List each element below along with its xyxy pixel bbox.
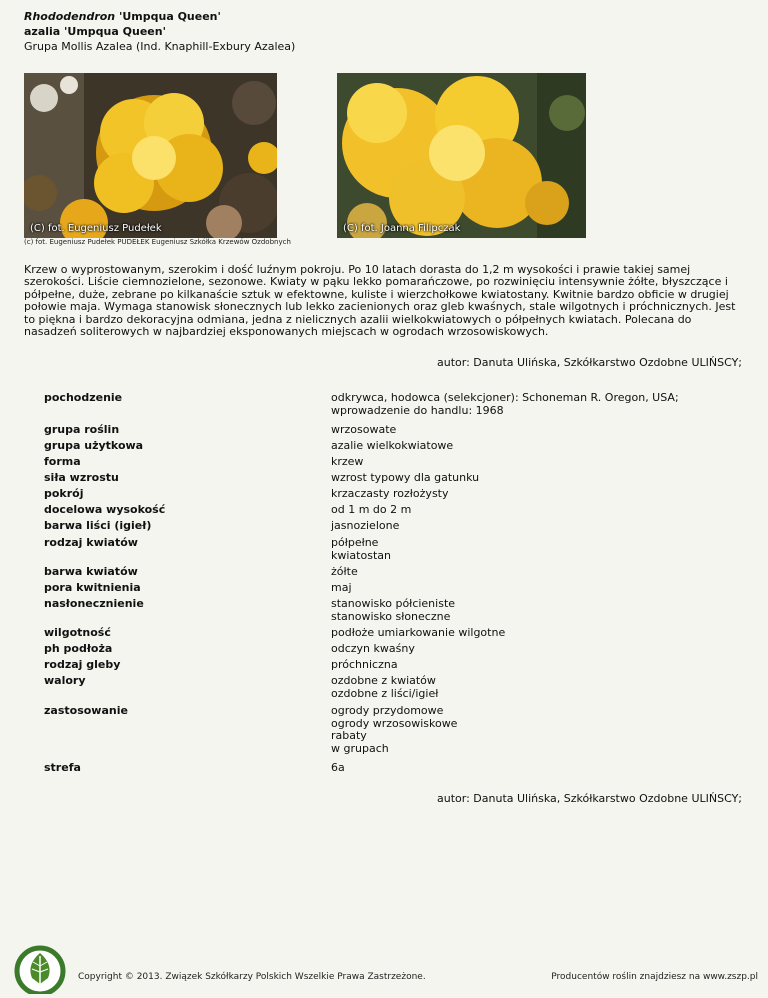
- property-value: [331, 582, 352, 595]
- property-label: strefa: [44, 761, 81, 774]
- copyright-text: Copyright © 2013. Związek Szkółkarzy Polskich Wszelkie Prawa Zastrzeżone.: [78, 972, 426, 982]
- property-value-line: stanowisko słoneczne: [331, 609, 451, 623]
- property-label: rodzaj gleby: [44, 658, 121, 671]
- polish-name: azalia 'Umpqua Queen': [24, 25, 166, 38]
- property-value: [331, 472, 479, 485]
- property-value-line: podłoże umiarkowanie wilgotne: [331, 626, 506, 639]
- property-value-line: wrzosowate: [331, 423, 397, 436]
- property-value: [331, 705, 457, 755]
- author-note-bottom: autor: Danuta Ulińska, Szkółkarstwo Ozdobne ULIŃSCY;: [437, 792, 742, 805]
- property-value-line: maj: [331, 581, 352, 594]
- property-value: [331, 488, 449, 501]
- plant-header: [24, 9, 295, 54]
- property-value: [331, 392, 679, 417]
- property-value-line: ozdobne z kwiatów: [331, 674, 436, 687]
- property-value-line: próchniczna: [331, 658, 398, 671]
- property-label: pora kwitnienia: [44, 581, 141, 594]
- photo-2-caption: (C) fot. Joanna Filipczak: [343, 223, 461, 234]
- property-label: barwa liści (igieł): [44, 519, 152, 532]
- photo-credit: (c) fot. Eugeniusz Pudełek PUDEŁEK Eugeniusz Szkółka Krzewów Ozdobnych: [24, 238, 291, 246]
- property-value-line: odczyn kwaśny: [331, 642, 415, 655]
- property-value-line: w grupach: [331, 741, 389, 755]
- property-label: ph podłoża: [44, 642, 113, 655]
- property-label: pokrój: [44, 487, 84, 500]
- property-value-line: wprowadzenie do handlu: 1968: [331, 403, 504, 417]
- property-value: [331, 598, 455, 623]
- property-value-line: kwiatostan: [331, 548, 391, 562]
- latin-genus: Rhododendron: [24, 10, 116, 23]
- property-label: pochodzenie: [44, 391, 123, 404]
- property-value-line: półpełne: [331, 536, 379, 549]
- property-value: [331, 504, 411, 517]
- property-value-line: ozdobne z liści/igieł: [331, 686, 439, 700]
- photo-1-caption: (C) fot. Eugeniusz Pudełek: [30, 223, 162, 234]
- property-value-line: ogrody przydomowe: [331, 704, 444, 717]
- property-label: grupa użytkowa: [44, 439, 144, 452]
- property-value-line: od 1 m do 2 m: [331, 503, 412, 516]
- property-value: [331, 643, 415, 656]
- zszp-logo[interactable]: [10, 940, 70, 994]
- property-label: zastosowanie: [44, 704, 128, 717]
- property-label: walory: [44, 674, 86, 687]
- producers-link[interactable]: Producentów roślin znajdziesz na www.zszp.pl: [551, 972, 758, 982]
- property-value-line: stanowisko półcieniste: [331, 597, 456, 610]
- property-label: rodzaj kwiatów: [44, 536, 138, 549]
- property-value: [331, 537, 391, 562]
- property-value: [331, 424, 396, 437]
- property-label: forma: [44, 455, 81, 468]
- property-value-line: azalie wielkokwiatowe: [331, 439, 454, 452]
- property-value-line: krzew: [331, 455, 364, 468]
- property-value-line: 6a: [331, 761, 345, 774]
- property-value: [331, 627, 505, 640]
- property-value-line: wzrost typowy dla gatunku: [331, 471, 480, 484]
- property-value-line: ogrody wrzosowiskowe: [331, 716, 458, 730]
- property-value: [331, 440, 453, 453]
- plant-group: Grupa Mollis Azalea (Ind. Knaphill-Exbury Azalea): [24, 40, 296, 53]
- property-label: barwa kwiatów: [44, 565, 138, 578]
- photo-azalea-2[interactable]: [337, 73, 586, 238]
- property-value-line: odkrywca, hodowca (selekcjoner): Schoneman R. Oregon, USA;: [331, 391, 679, 404]
- property-label: nasłonecznienie: [44, 597, 144, 610]
- property-value-line: żółte: [331, 565, 358, 578]
- property-value-line: rabaty: [331, 729, 367, 742]
- property-label: grupa roślin: [44, 423, 120, 436]
- photo-azalea-1[interactable]: [24, 73, 277, 238]
- property-value-line: krzaczasty rozłożysty: [331, 487, 449, 500]
- latin-cultivar: 'Umpqua Queen': [115, 10, 221, 23]
- property-value: [331, 456, 363, 469]
- plant-description: Krzew o wyprostowanym, szerokim i dość luźnym pokroju. Po 10 latach dorasta do 1,2 m wysokości i prawie takiej samej szerokości. Liście ciemnozielone, sezonowe. Kwiaty w pąku lekko pomarańczowe, po rozwinięciu intensywnie żółte, błyszczące i półpełne, duże, zebrane po kilkanaście sztuk w efektowne, kuliste i wierzchołkowe kwiatostany. Kwitnie bardzo obficie w drugiej połowie maja. Wymaga stanowisk słonecznych lub lekko zacienionych oraz gleb kwaśnych, stale wilgotnych i próchnicznych. Jest to piękna i bardzo dekoracyjna odmiana, jedna z nielicznych azalii wielkokwiatowych o półpełnych kwiatach. Polecana do nasadzeń soliterowych w najbardziej eksponowanych miejscach w ogrodach wrzosowiskowych.: [24, 263, 736, 339]
- property-value: [331, 520, 399, 533]
- author-note-top: autor: Danuta Ulińska, Szkółkarstwo Ozdobne ULIŃSCY;: [437, 356, 742, 369]
- property-value: [331, 566, 358, 579]
- property-value: [331, 762, 345, 775]
- property-label: wilgotność: [44, 626, 111, 639]
- property-label: siła wzrostu: [44, 471, 119, 484]
- property-value: [331, 675, 438, 700]
- property-value: [331, 659, 398, 672]
- latin-name: [24, 9, 295, 24]
- property-label: docelowa wysokość: [44, 503, 166, 516]
- property-value-line: jasnozielone: [331, 519, 400, 532]
